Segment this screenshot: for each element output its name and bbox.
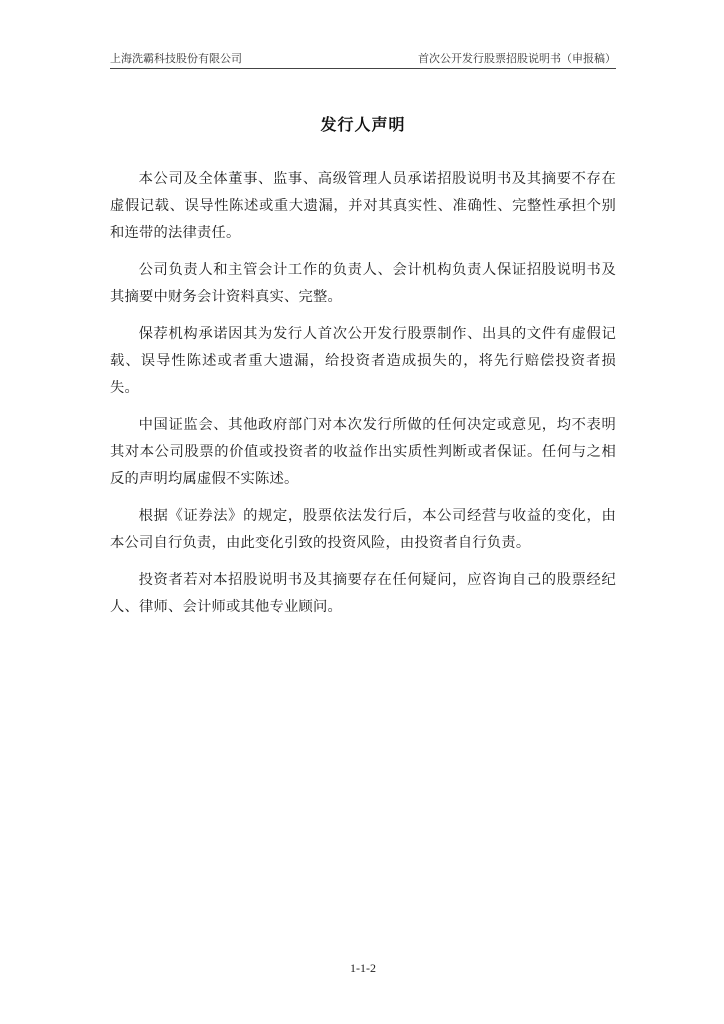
paragraph-6: 投资者若对本招股说明书及其摘要存在任何疑问，应咨询自己的股票经纪人、律师、会计师或其他专业顾问。 bbox=[110, 572, 616, 615]
page-number: 1-1-2 bbox=[350, 961, 376, 975]
page-header bbox=[110, 50, 616, 66]
header-document-title: 首次公开发行股票招股说明书（申报稿） bbox=[418, 52, 616, 65]
header-company-name: 上海洗霸科技股份有限公司 bbox=[110, 52, 242, 65]
paragraph-3: 保荐机构承诺因其为发行人首次公开发行股票制作、出具的文件有虚假记载、误导性陈述或者重大遗漏，给投资者造成损失的，将先行赔偿投资者损失。 bbox=[110, 326, 616, 396]
paragraph-5: 根据《证券法》的规定，股票依法发行后，本公司经营与收益的变化，由本公司自行负责，由此变化引致的投资风险，由投资者自行负责。 bbox=[110, 508, 616, 551]
paragraph-1: 本公司及全体董事、监事、高级管理人员承诺招股说明书及其摘要不存在虚假记载、误导性陈述或重大遗漏，并对其真实性、准确性、完整性承担个别和连带的法律责任。 bbox=[110, 171, 616, 241]
declaration-body bbox=[110, 166, 616, 631]
paragraph-4: 中国证监会、其他政府部门对本次发行所做的任何决定或意见，均不表明其对本公司股票的价值或投资者的收益作出实质性判断或者保证。任何与之相反的声明均属虚假不实陈述。 bbox=[110, 417, 616, 487]
page-title: 发行人声明 bbox=[320, 115, 406, 134]
paragraph-2: 公司负责人和主管会计工作的负责人、会计机构负责人保证招股说明书及其摘要中财务会计资料真实、完整。 bbox=[110, 262, 616, 305]
header-divider bbox=[110, 68, 616, 69]
